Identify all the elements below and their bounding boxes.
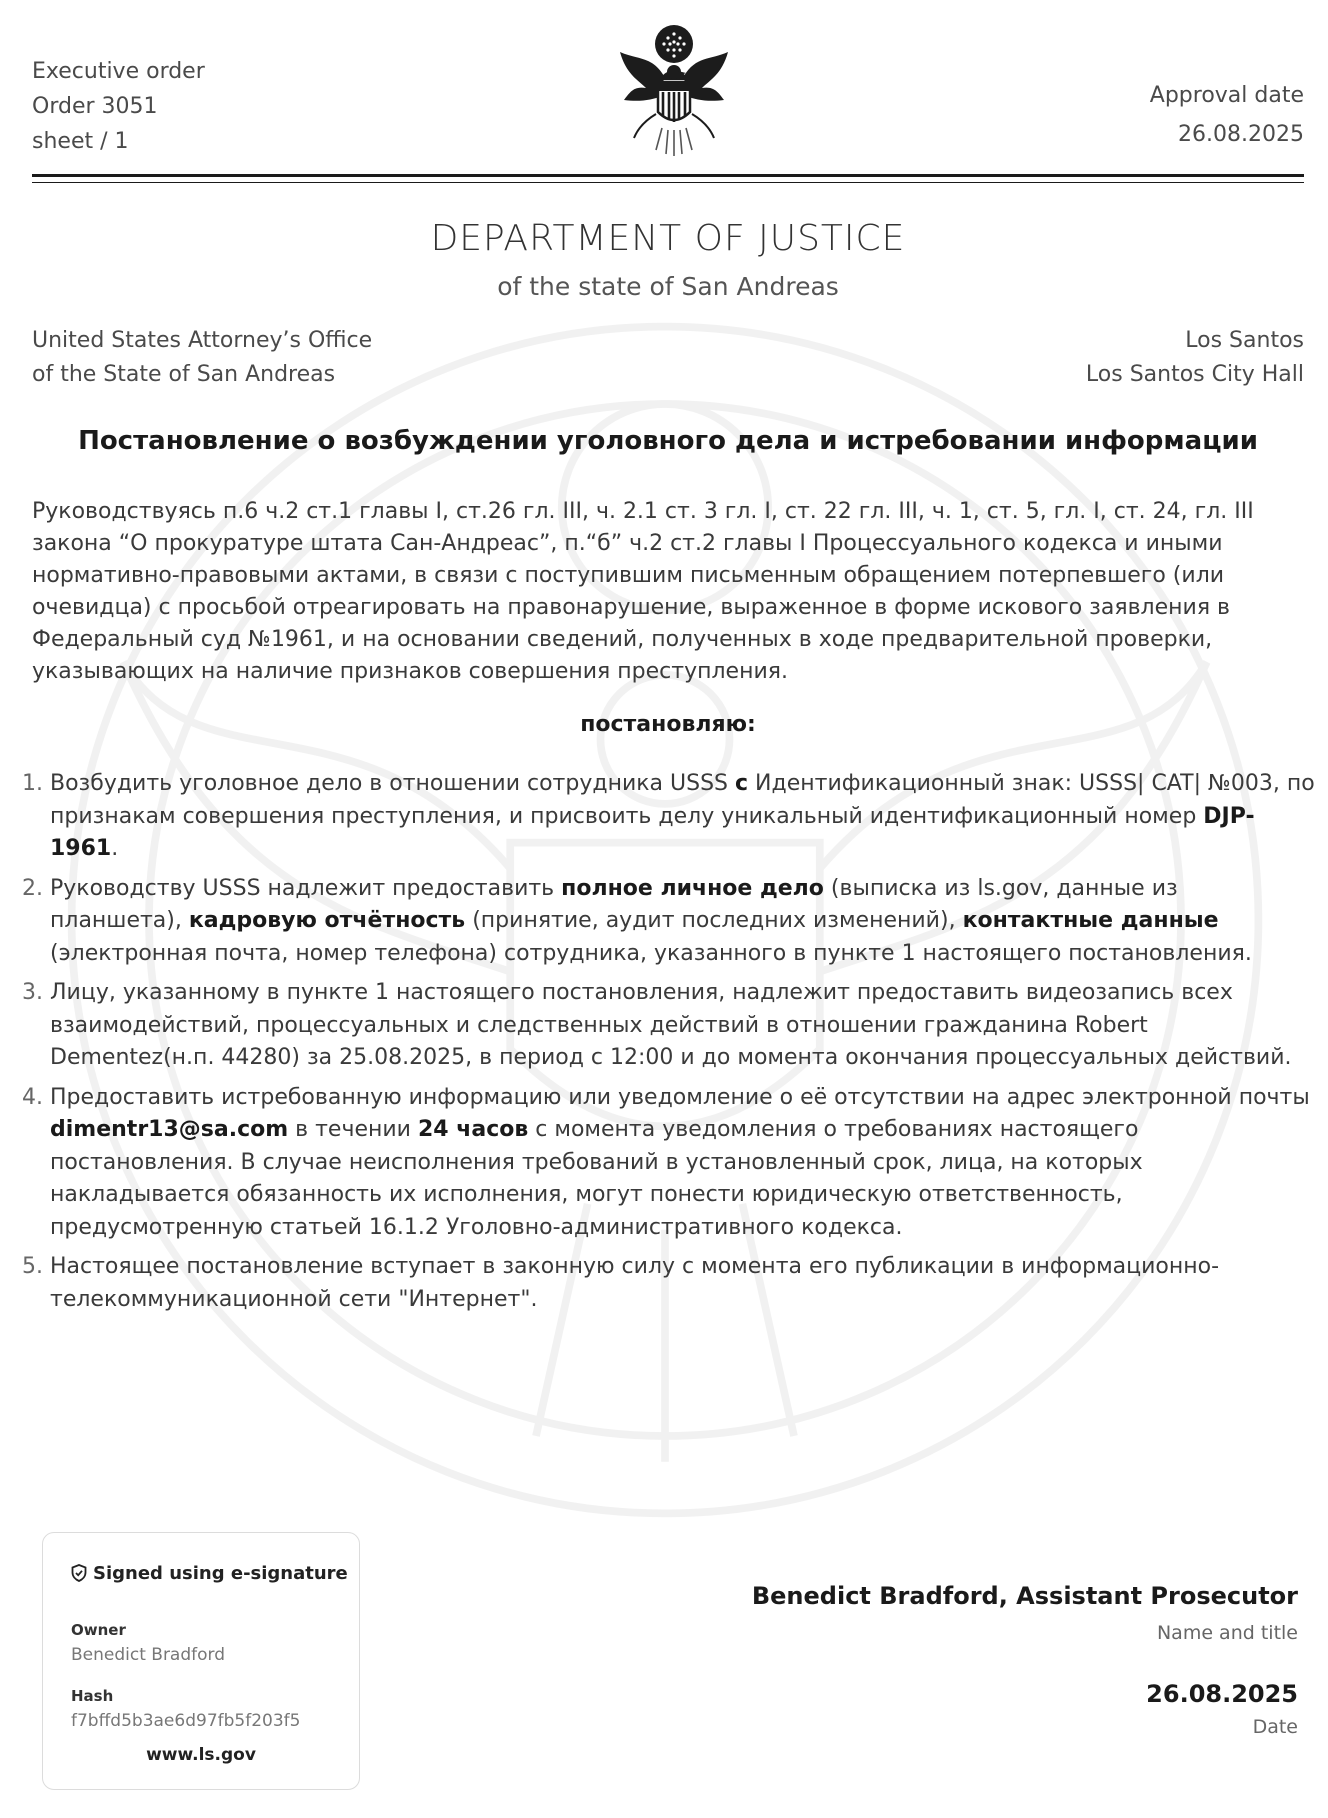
approval-block xyxy=(1150,76,1304,154)
item-emphasis: с xyxy=(735,771,749,796)
hash-label: Hash xyxy=(71,1687,114,1705)
item-text: Руководству USSS надлежит предоставить xyxy=(50,875,562,901)
decree-items xyxy=(22,768,1316,1323)
e-signature-heading-text: Signed using e-signature xyxy=(93,1563,348,1584)
approval-date: 26.08.2025 xyxy=(1178,122,1304,147)
location-building: Los Santos City Hall xyxy=(1085,362,1304,387)
item-text: (выписка из ls.gov, данные из планшета), xyxy=(50,875,1178,933)
decree-item xyxy=(22,1251,1316,1316)
eagle-seal-icon xyxy=(612,16,736,162)
header-divider-thin xyxy=(32,182,1304,183)
office-line-2: of the State of San Andreas xyxy=(32,362,336,387)
department-name: DEPARTMENT OF JUSTICE xyxy=(430,218,906,259)
item-number: 2. xyxy=(22,875,43,901)
e-signature-box xyxy=(42,1532,360,1790)
decree-item xyxy=(22,977,1316,1075)
item-text: . xyxy=(111,836,119,861)
item-number: 5. xyxy=(22,1254,43,1279)
decree-item xyxy=(22,1082,1316,1245)
item-text: Возбудить уголовное дело в отношении сотрудника USSS xyxy=(50,771,735,796)
item-number: 4. xyxy=(22,1084,43,1110)
decree-item xyxy=(22,768,1316,866)
signature-date: 26.08.2025 xyxy=(1146,1680,1298,1708)
item-emphasis: кадровую отчётность xyxy=(188,908,466,933)
hash-value: f7bffd5b3ae6d97fb5f203f5 xyxy=(71,1711,301,1731)
item-emphasis: контактные данные xyxy=(962,908,1219,933)
decree-heading: постановляю: xyxy=(580,712,756,737)
header-divider-thick xyxy=(32,174,1304,177)
item-text: в течении xyxy=(288,1117,418,1142)
office-line-1: United States Attorney’s Office xyxy=(32,328,373,353)
item-text: Идентификационный знак: USSS| CAT| №003, по признакам совершения преступления, и присвоить делу уникальный идентификационный номер xyxy=(50,771,1315,829)
signature-date-label: Date xyxy=(1252,1716,1298,1738)
decree-item xyxy=(22,873,1316,971)
item-text: Лицу, указанному в пункте 1 настоящего постановления, надлежит предоставить видеозапись всех взаимодействий, процессуальных и следственных действий в отношении гражданина Robert Dementez(н.п. 44280) за 25.08.2025, в период с 12:00 и до момента окончания процессуальных действий. xyxy=(50,980,1292,1070)
item-text: Настоящее постановление вступает в законную силу с момента его публикации в информационно-телекоммуникационной сети "Интернет". xyxy=(50,1254,1220,1312)
owner-value: Benedict Bradford xyxy=(71,1645,226,1665)
location-block xyxy=(1086,324,1304,392)
approval-date-label: Approval date xyxy=(1149,83,1304,108)
owner-label: Owner xyxy=(71,1621,126,1639)
e-signature-heading xyxy=(71,1563,348,1584)
item-emphasis: полное личное дело xyxy=(561,875,824,901)
signer-name-label: Name and title xyxy=(1156,1622,1298,1644)
shield-check-icon xyxy=(71,1564,87,1582)
signature-website: www.ls.gov xyxy=(146,1745,256,1765)
location-city: Los Santos xyxy=(1185,328,1304,353)
order-number: Order 3051 xyxy=(32,94,158,119)
sheet-number: sheet / 1 xyxy=(32,129,129,154)
document-type: Executive order xyxy=(32,59,205,84)
item-text: Предоставить истребованную информацию или уведомление о её отсутствии на адрес электронной почты xyxy=(50,1084,1310,1110)
contact-email: dimentr13@sa.com xyxy=(50,1117,289,1142)
item-number: 1. xyxy=(22,771,43,796)
item-text: (принятие, аудит последних изменений), xyxy=(465,908,963,933)
document-title: Постановление о возбуждении уголовного дела и истребовании информации xyxy=(78,426,1258,456)
department-state: of the state of San Andreas xyxy=(497,272,839,301)
signer-name-title: Benedict Bradford, Assistant Prosecutor xyxy=(751,1582,1298,1610)
item-number: 3. xyxy=(22,980,43,1005)
item-text: с момента уведомления о требованиях настоящего постановления. В случае неисполнения требований в установленный срок, лица, на которых накладывается обязанность их исполнения, могут понести юридическую ответственность, предусмотренную статьей 16.1.2 Уголовно-административного кодекса. xyxy=(50,1117,1143,1240)
case-id: DJP-1961 xyxy=(50,803,1255,861)
order-meta xyxy=(32,54,205,159)
office-block xyxy=(32,324,372,392)
intro-paragraph: Руководствуясь п.6 ч.2 ст.1 главы I, ст.26 гл. III, ч. 2.1 ст. 3 гл. I, ст. 22 гл. III, ч. 1, ст. 5, гл. I, ст. 24, гл. III закона “О прокуратуре штата Сан-Андреас”, п.“б” ч.2 ст.2 главы I Процессуального кодекса и иными нормативно-правовыми актами, в связи с поступившим письменным обращением потерпевшего (или очевидца) с просьбой отреагировать на правонарушение, выраженное в форме искового заявления в Федеральный суд №1961, и на основании сведений, полученных в ходе предварительной проверки, указывающих на наличие признаков совершения преступления. xyxy=(32,499,1254,684)
item-text: (электронная почта, номер телефона) сотрудника, указанного в пункте 1 настоящего постановления. xyxy=(50,940,1252,966)
deadline: 24 часов xyxy=(417,1117,529,1142)
